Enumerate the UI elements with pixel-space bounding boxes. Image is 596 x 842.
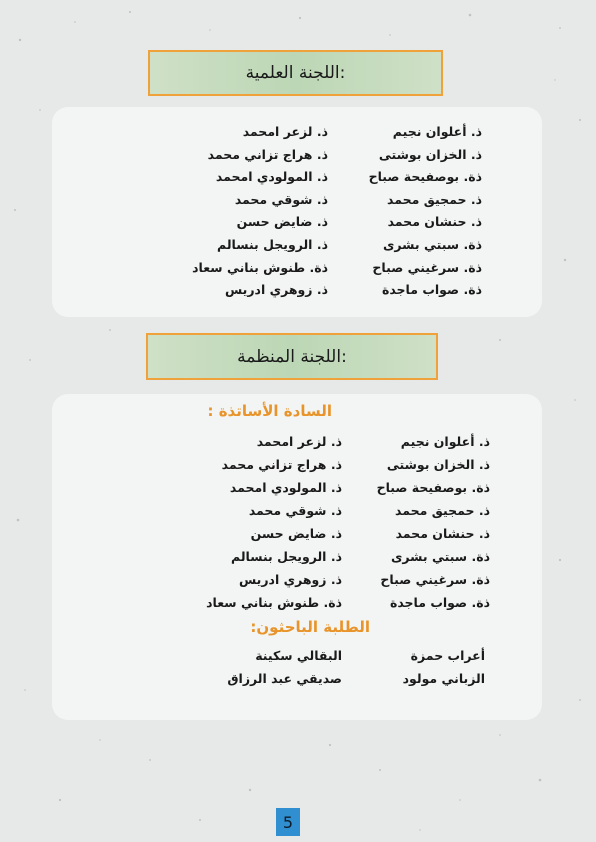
scientific-committee-right-column [369, 121, 482, 302]
list-item: صديقي عبد الرزاق [227, 671, 342, 686]
list-item: ذ. حنشان محمد [395, 526, 490, 541]
list-item: ذ. حمجيق محمد [395, 503, 490, 518]
organizing-committee-title-text: اللجنة المنظمة: [237, 346, 347, 367]
list-item: ذ. ضايض حسن [236, 214, 328, 230]
students-left-column [227, 644, 342, 690]
list-item: ذ. شوقي محمد [248, 503, 342, 518]
organizing-committee-title [146, 333, 438, 380]
list-item: ذ. أعلوان نجيم [400, 434, 490, 449]
list-item: ذة. صواب ماجدة [389, 595, 490, 610]
list-item: ذة. طنوش بناني سعاد [192, 259, 328, 275]
list-item: ذ. زوهري ادريس [225, 282, 328, 298]
list-item: ذ. الرويجل بنسالم [231, 549, 342, 564]
list-item: ذ. حمجيق محمد [387, 191, 482, 207]
scientific-committee-left-column [192, 121, 328, 302]
organizing-committee-left-column [206, 430, 342, 614]
list-item: ذ. الخزان بوشتى [386, 457, 490, 472]
list-item: ذة. سرغيني صباح [372, 259, 482, 275]
scientific-committee-title-text: اللجنة العلمية: [245, 63, 346, 83]
list-item: البقالي سكينة [255, 648, 342, 663]
page-number: 5 [276, 808, 300, 836]
scientific-committee-panel [52, 107, 542, 317]
list-item: ذ. المولودي امحمد [229, 480, 342, 495]
list-item: ذ. ضايض حسن [250, 526, 342, 541]
organizing-committee-panel [52, 394, 542, 720]
list-item: ذة. سرغيني صباح [380, 572, 490, 587]
list-item: ذ. لزعر امحمد [242, 124, 328, 139]
list-item: ذة. طنوش بناني سعاد [206, 595, 342, 610]
list-item: ذة. بوصفيحة صباح [376, 480, 490, 495]
list-item: ذ. المولودي امحمد [215, 169, 328, 185]
list-item: ذ. لزعر امحمد [256, 434, 342, 449]
scientific-committee-title [148, 50, 443, 96]
list-item: ذ. الخزان بوشتى [378, 146, 482, 162]
list-item: ذ. الرويجل بنسالم [217, 236, 328, 252]
list-item: ذ. هراج تزاني محمد [207, 146, 328, 162]
organizing-committee-right-column [377, 430, 490, 614]
list-item: ذ. حنشان محمد [387, 214, 482, 230]
list-item: ذ. أعلوان نجيم [392, 124, 482, 139]
students-right-column [403, 644, 485, 690]
list-item: ذ. زوهري ادريس [239, 572, 342, 587]
students-heading: الطلبة الباحثون: [250, 618, 370, 636]
professors-heading: السادة الأساتذة : [207, 402, 332, 420]
list-item: ذة. سبتي بشرى [390, 549, 490, 564]
list-item: أعراب حمزة [410, 648, 485, 663]
list-item: ذة. صواب ماجدة [381, 282, 482, 298]
list-item: ذ. شوقي محمد [234, 191, 328, 207]
list-item: ذة. سبتي بشرى [382, 236, 482, 252]
list-item: ذ. هراج تزاني محمد [221, 457, 342, 472]
list-item: ذة. بوصفيحة صباح [368, 169, 482, 185]
list-item: الزباني مولود [402, 671, 485, 686]
